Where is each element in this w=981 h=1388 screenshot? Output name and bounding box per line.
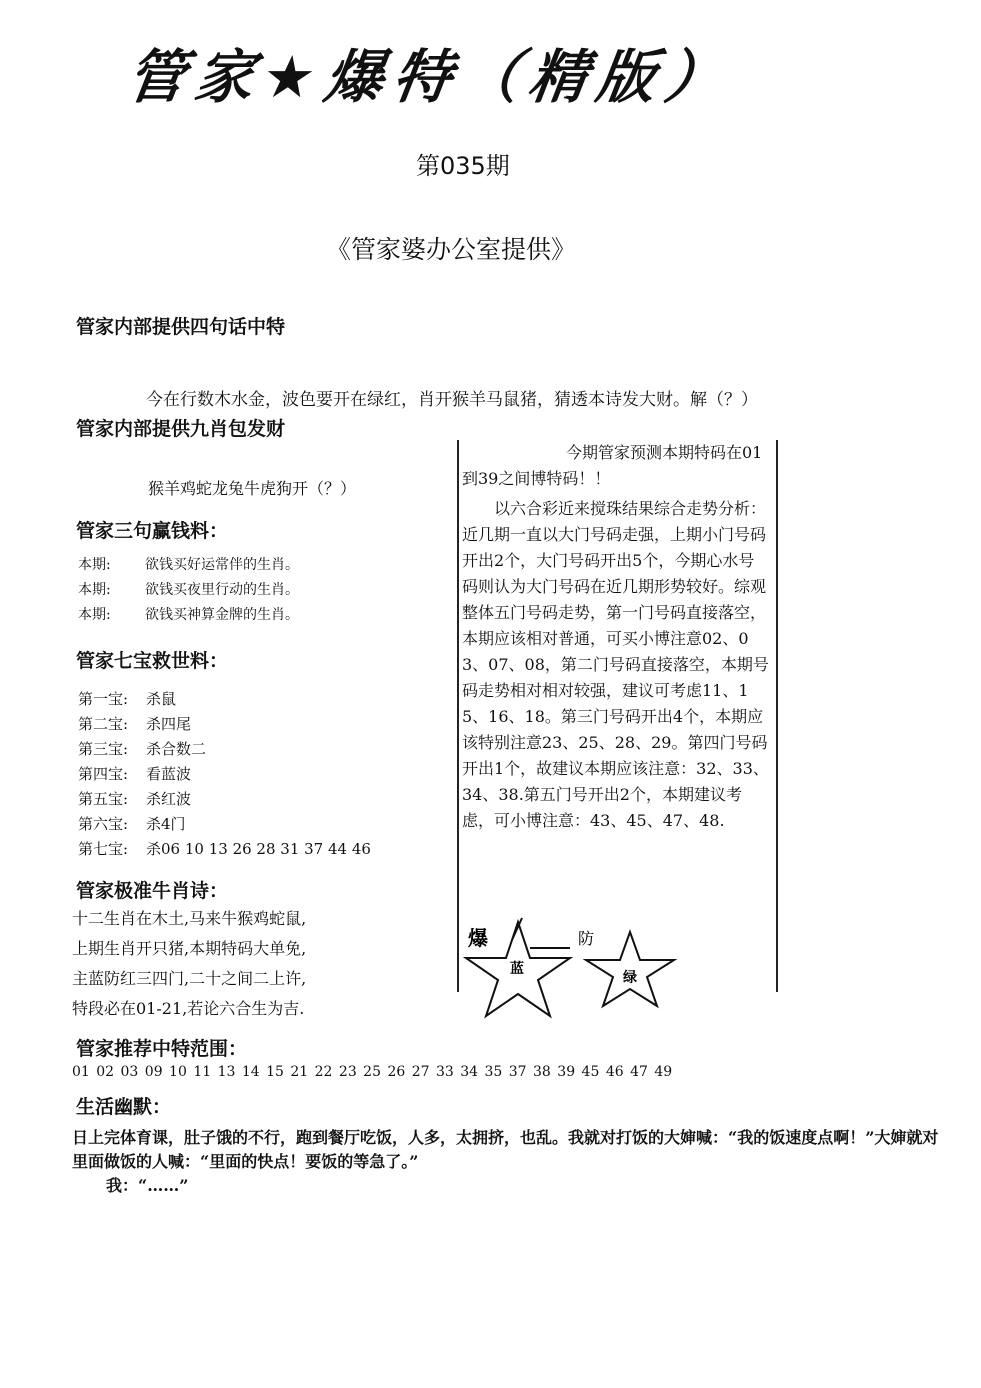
star2-label: 防 [578,929,595,948]
treasure-text: 杀红波 [146,790,192,808]
treasure-text: 杀鼠 [146,690,177,708]
star-icon [586,932,674,1006]
three-sentence-label: 本期: [78,607,111,623]
box-right-border [776,440,778,992]
poem-line: 十二生肖在木土,马来牛猴鸡蛇鼠, [72,909,307,928]
poem-line: 特段必在01-21,若论六合生为吉. [72,999,305,1018]
treasure-text: 看蓝波 [146,765,192,783]
treasure-label: 第三宝: [78,740,129,758]
humor-heading: 生活幽默： [76,1096,172,1118]
three-sentence-heading: 管家三句赢钱料： [76,520,229,542]
analysis-body: 以六合彩近来搅珠结果综合走势分析：近几期一直以大门号码走强，上期小门号码开出2个，大门号码开出5个，今期心水号码则认为大门号码在近几期形势较好。综观整体五门号码走势，第一门号码直接落空，本期应该相对普通，可买小博注意02、03、07、08，第二门号码直接落空，本期号码走势相对相对较强，建议可考虑11、15、16、18。第三门号码开出4个，本期应该特别注意23、25、28、29。第四门号码开出1个，故建议本期应该注意：32、33、34、38.第五门号开出2个，本期建议考虑，可小博注意：43、45、47、48. [462,499,769,830]
treasure-text: 杀06 10 13 26 28 31 37 44 46 [146,840,371,858]
treasure-text: 杀四尾 [146,715,192,733]
nine-zodiac-heading: 管家内部提供九肖包发财 [76,418,286,440]
page-title: 管家★爆特（精版） [122,43,739,111]
treasure-label: 第二宝: [78,715,129,733]
analysis-intro: 今期管家预测本期特码在01到39之间博特码！！ [462,443,763,488]
treasure-label: 第五宝: [78,790,129,808]
poem-line: 上期生肖开只猪,本期特码大单免, [72,939,307,958]
star1-text: 蓝 [510,961,524,977]
humor-line: 日上完体育课，肚子饿的不行，跑到餐厅吃饭，人多，太拥挤，也乱。我就对打饭的大婶喊：“我的饭速度点啊！”大婶就对里面做饭的人喊：“里面的快点！要饭的等急了。” [72,1128,939,1171]
treasure-label: 第一宝: [78,690,129,708]
issue-number: 第035期 [416,152,510,180]
range-numbers: 01 02 03 09 10 11 13 14 15 21 22 23 25 26 27 33 34 35 37 38 39 45 46 47 49 [72,1064,673,1080]
treasure-text: 杀4门 [146,815,186,833]
seven-treasures-heading: 管家七宝救世料： [76,650,229,672]
treasure-text: 杀合数二 [146,740,207,758]
four-sentence-text: 今在行数木水金，波色要开在绿红，肖开猴羊马鼠猪，猜透本诗发大财。解（？） [146,390,758,410]
star-diagram [460,910,700,1022]
treasure-label: 第四宝: [78,765,129,783]
provider-line: 《管家婆办公室提供》 [326,235,577,264]
star1-label: 爆 [468,926,488,950]
range-heading: 管家推荐中特范围： [76,1038,248,1060]
star2-text: 绿 [623,970,637,986]
three-sentence-label: 本期: [78,582,111,598]
poem-heading: 管家极准牛肖诗： [76,880,229,902]
three-sentence-text: 欲钱买神算金牌的生肖。 [145,607,299,623]
four-sentence-heading: 管家内部提供四句话中特 [76,316,286,338]
analysis-box [462,440,770,834]
humor-line: 我：“……” [106,1176,189,1195]
box-left-border [457,440,459,992]
three-sentence-text: 欲钱买夜里行动的生肖。 [145,582,299,598]
treasure-label: 第六宝: [78,815,129,833]
three-sentence-label: 本期: [78,557,111,573]
treasure-label: 第七宝: [78,840,129,858]
poem-line: 主蓝防红三四门,二十之间二上许, [72,969,307,988]
three-sentence-text: 欲钱买好运常伴的生肖。 [145,557,299,573]
nine-zodiac-text: 猴羊鸡蛇龙兔牛虎狗开（？） [148,479,357,498]
humor-text [72,1126,947,1198]
